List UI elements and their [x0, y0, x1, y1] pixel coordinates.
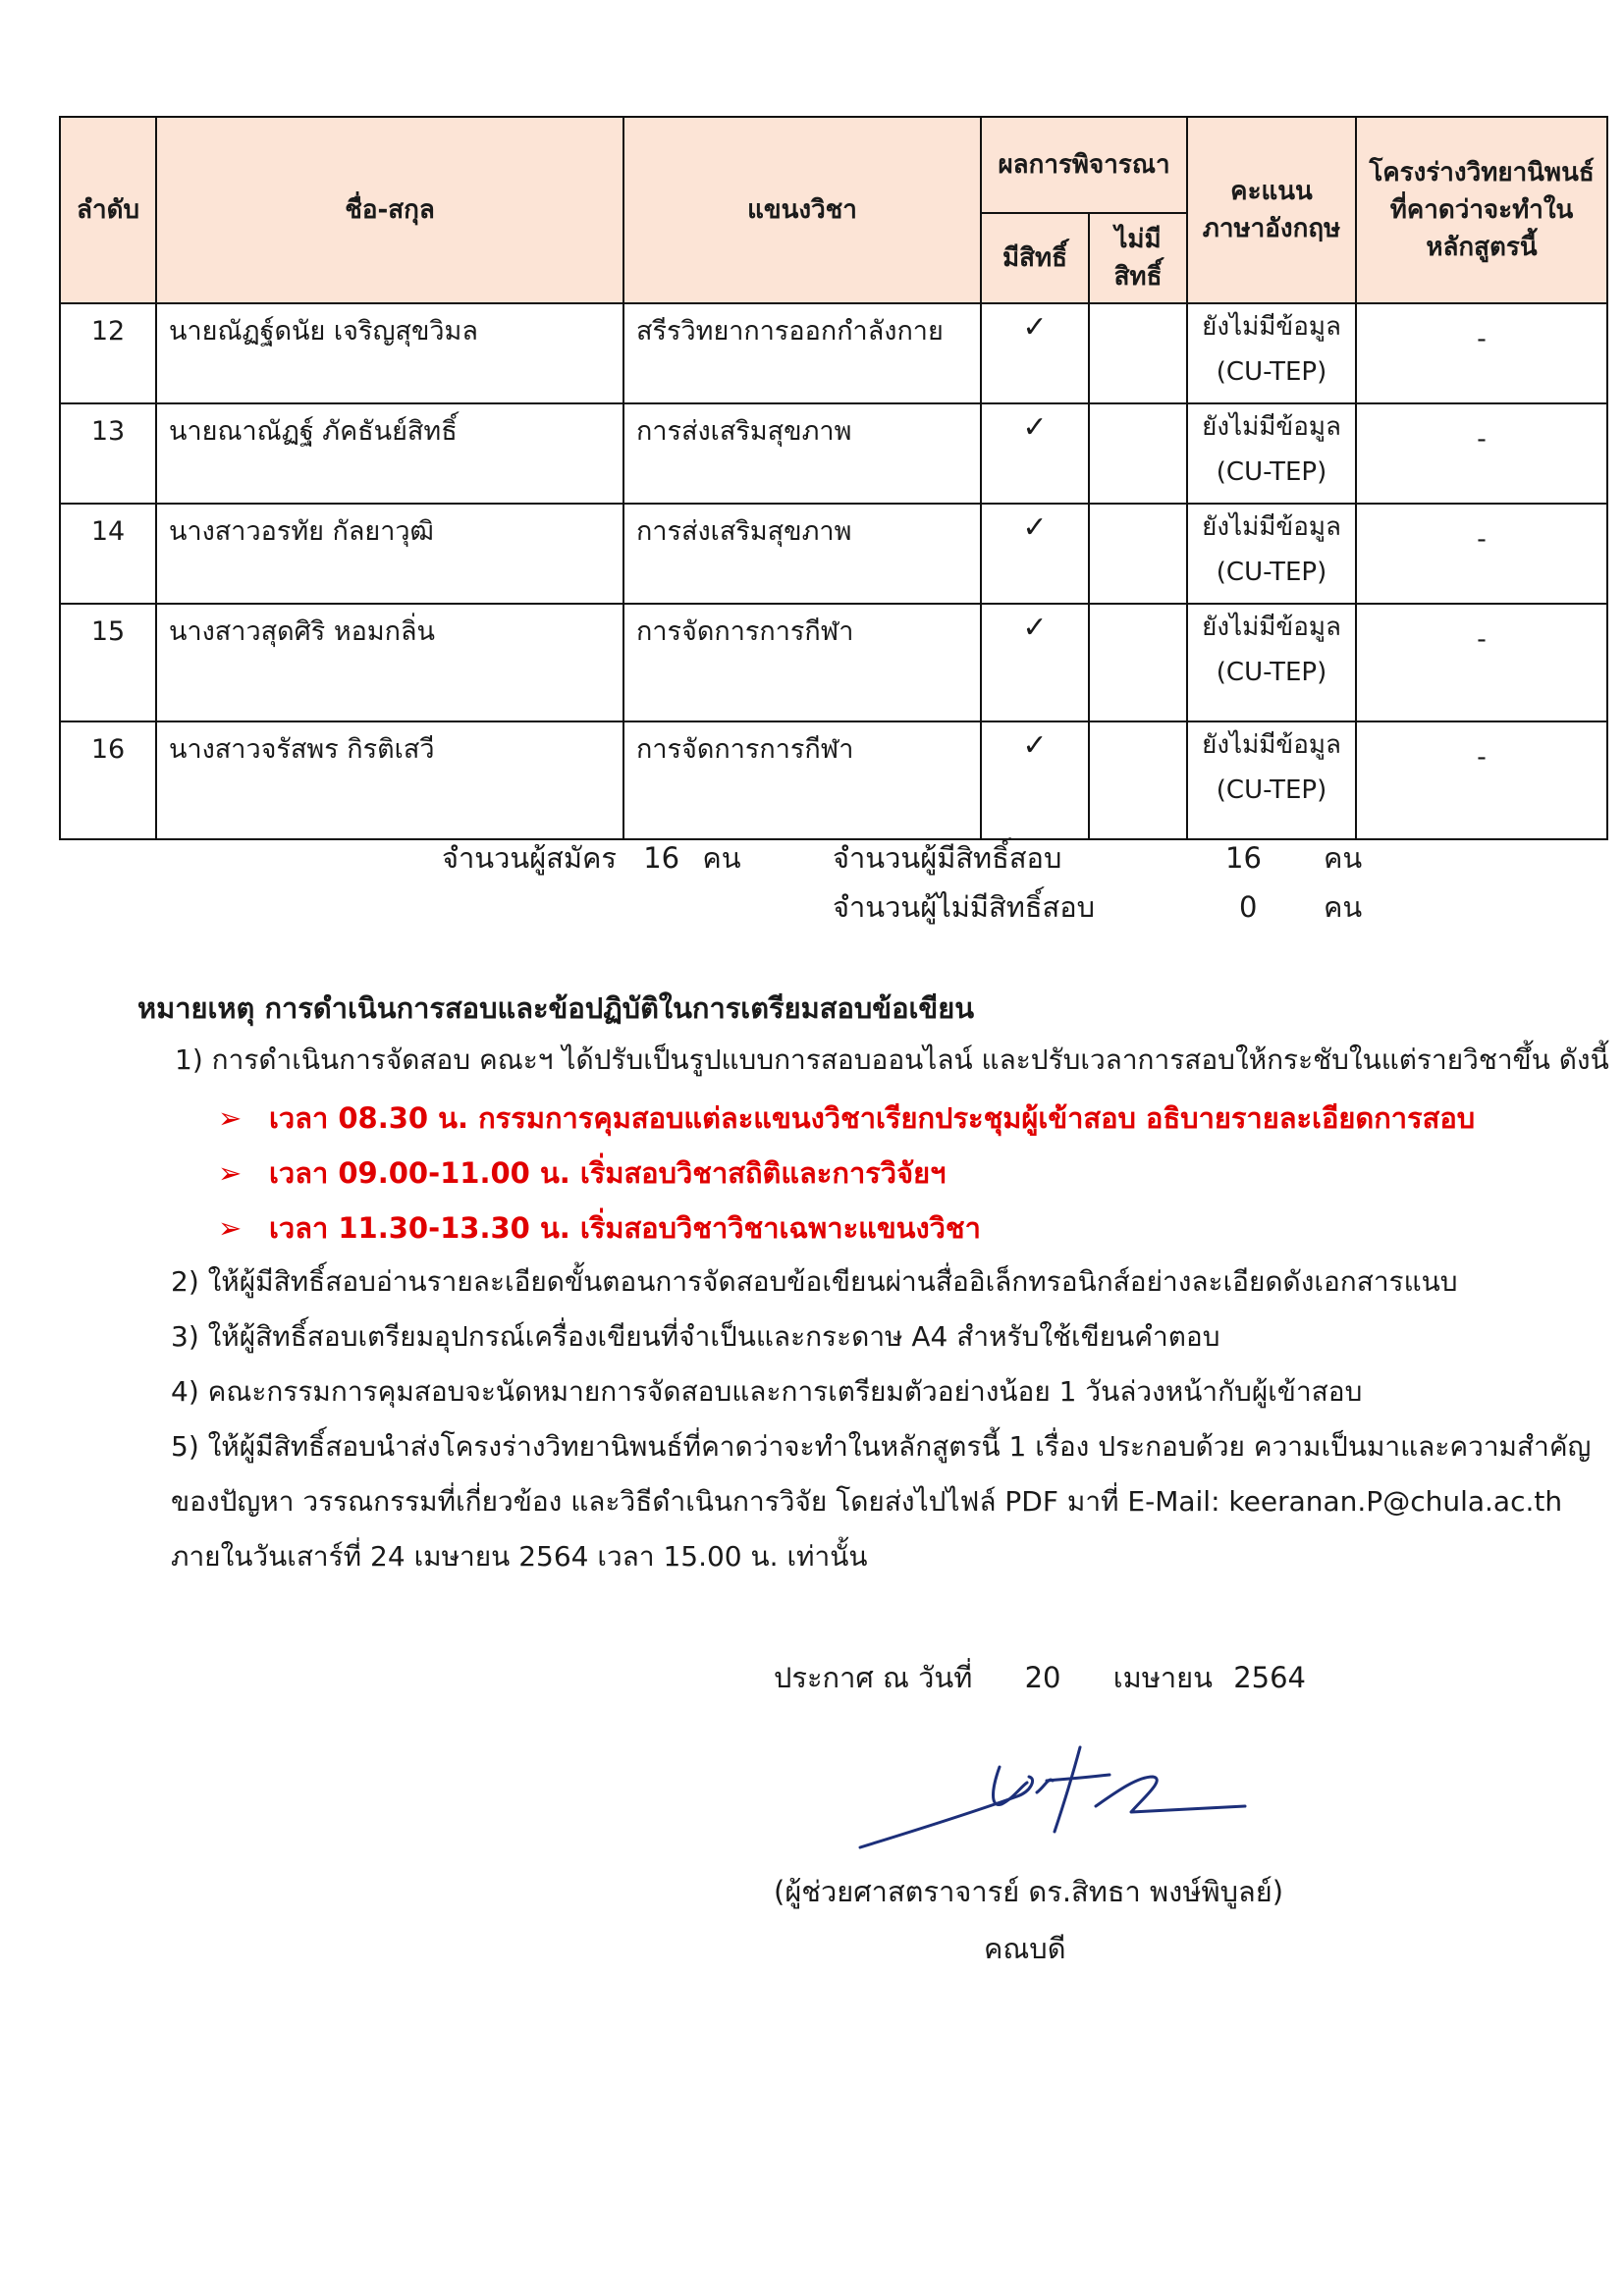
schedule-item [218, 1150, 946, 1196]
note-item-3: 3) ให้ผู้สิทธิ์สอบเตรียมอุปกรณ์เครื่องเขียนที่จำเป็นและกระดาษ A4 สำหรับใช้เขียนคำตอบ [171, 1320, 1220, 1353]
header-outline [1356, 117, 1607, 303]
row-index: 16 [60, 721, 156, 839]
table-row [60, 504, 1607, 604]
row-field: การจัดการการกีฬา [623, 604, 981, 721]
row-field: สรีรวิทยาการออกกำลังกาย [623, 303, 981, 403]
header-outline-line1: โครงร่างวิทยานิพนธ์ [1369, 158, 1595, 187]
row-score [1187, 721, 1356, 839]
row-outline: - [1356, 403, 1607, 504]
table-row [60, 721, 1607, 839]
header-name: ชื่อ-สกุล [156, 117, 623, 303]
header-not-eligible [1089, 213, 1187, 303]
row-score [1187, 504, 1356, 604]
schedule-item [218, 1095, 1475, 1141]
announcement-year: 2564 [1233, 1661, 1307, 1694]
row-field: การส่งเสริมสุขภาพ [623, 403, 981, 504]
note-item-5-deadline: ภายในวันเสาร์ที่ 24 เมษายน 2564 เวลา 15.00 น. เท่านั้น [171, 1540, 868, 1573]
not-eligible-label: จำนวนผู้ไม่มีสิทธิ์สอบ [833, 890, 1096, 924]
announcement-month: เมษายน [1112, 1661, 1213, 1694]
schedule-text: เวลา 08.30 น. กรรมการคุมสอบแต่ละแขนงวิชาเรียกประชุมผู้เข้าสอบ อธิบายรายละเอียดการสอบ [269, 1101, 1476, 1135]
row-outline: - [1356, 721, 1607, 839]
header-outline-line2: ที่คาดว่าจะทำใน [1389, 195, 1574, 225]
eligible-unit: คน [1324, 841, 1363, 875]
row-score-line1: ยังไม่มีข้อมูล [1202, 730, 1341, 760]
arrow-bullet-icon: ➢ [218, 1156, 243, 1190]
results-table [59, 116, 1608, 840]
schedule-text: เวลา 11.30-13.30 น. เริ่มสอบวิชาวิชาเฉพาะแขนงวิชา [269, 1211, 981, 1245]
row-score [1187, 303, 1356, 403]
announcement-date [774, 1655, 1306, 1700]
table-row [60, 403, 1607, 504]
signatory-name: (ผู้ช่วยศาสตราจารย์ ดร.สิทธา พงษ์พิบูลย์) [774, 1875, 1284, 1908]
applicants-unit: คน [702, 841, 741, 875]
announcement-day: 20 [1024, 1661, 1061, 1694]
row-not-eligible [1089, 721, 1187, 839]
row-not-eligible [1089, 303, 1187, 403]
table-row [60, 604, 1607, 721]
checkmark-icon: ✓ [981, 604, 1089, 721]
eligible-label: จำนวนผู้มีสิทธิ์สอบ [833, 841, 1062, 875]
row-name: นายณัฏฐ์ดนัย เจริญสุขวิมล [156, 303, 623, 403]
signature-stroke [1055, 1747, 1080, 1832]
row-score-line1: ยังไม่มีข้อมูล [1202, 412, 1341, 442]
row-name: นางสาวจรัสพร กิรติเสวี [156, 721, 623, 839]
header-field: แขนงวิชา [623, 117, 981, 303]
row-score-line1: ยังไม่มีข้อมูล [1202, 512, 1341, 542]
header-score-line2: ภาษาอังกฤษ [1202, 214, 1341, 243]
note-item-4: 4) คณะกรรมการคุมสอบจะนัดหมายการจัดสอบและการเตรียมตัวอย่างน้อย 1 วันล่วงหน้ากับผู้เข้าสอบ [171, 1375, 1363, 1408]
announcement-label: ประกาศ ณ วันที่ [774, 1661, 973, 1694]
row-index: 14 [60, 504, 156, 604]
signature-stroke [860, 1777, 1033, 1847]
notes-title: หมายเหตุ การดำเนินการสอบและข้อปฏิบัติในการเตรียมสอบข้อเขียน [137, 991, 975, 1025]
row-index: 13 [60, 403, 156, 504]
signatory-position: คณบดี [984, 1932, 1066, 1965]
header-eligible: มีสิทธิ์ [981, 213, 1089, 303]
row-score-line2: (CU-TEP) [1216, 357, 1327, 387]
header-not-eligible-line2: สิทธิ์ [1113, 262, 1163, 292]
row-name: นางสาวสุดศิริ หอมกลิ่น [156, 604, 623, 721]
row-score-line2: (CU-TEP) [1216, 558, 1327, 587]
applicants-count [442, 836, 741, 880]
arrow-bullet-icon: ➢ [218, 1101, 243, 1135]
checkmark-icon: ✓ [981, 403, 1089, 504]
row-score [1187, 403, 1356, 504]
row-score-line2: (CU-TEP) [1216, 658, 1327, 687]
header-score [1187, 117, 1356, 303]
note-item-2: 2) ให้ผู้มีสิทธิ์สอบอ่านรายละเอียดขั้นตอนการจัดสอบข้อเขียนผ่านสื่ออิเล็กทรอนิกส์อย่างละเอียดดังเอกสารแนบ [171, 1265, 1458, 1298]
arrow-bullet-icon: ➢ [218, 1211, 243, 1245]
row-score-line1: ยังไม่มีข้อมูล [1202, 613, 1341, 642]
row-outline: - [1356, 504, 1607, 604]
schedule-item [218, 1205, 981, 1251]
not-eligible-value: 0 [1239, 890, 1258, 924]
row-score-line1: ยังไม่มีข้อมูล [1202, 312, 1341, 342]
note-item-5-cont: ของปัญหา วรรณกรรมที่เกี่ยวข้อง และวิธีดำเนินการวิจัย โดยส่งไปไฟล์ PDF มาที่ E-Mail: keeranan.P@chula.ac.th [171, 1485, 1563, 1518]
row-not-eligible [1089, 403, 1187, 504]
row-score [1187, 604, 1356, 721]
row-not-eligible [1089, 604, 1187, 721]
row-name: นายณาณัฏฐ์ ภัคธันย์สิทธิ์ [156, 403, 623, 504]
header-score-line1: คะแนน [1230, 177, 1313, 206]
signature-stroke [994, 1767, 1028, 1805]
row-index: 15 [60, 604, 156, 721]
signature [852, 1737, 1265, 1865]
header-result: ผลการพิจารณา [981, 117, 1187, 213]
header-not-eligible-line1: ไม่มี [1114, 225, 1162, 254]
signature-stroke [1047, 1775, 1110, 1781]
row-not-eligible [1089, 504, 1187, 604]
row-score-line2: (CU-TEP) [1216, 457, 1327, 487]
applicants-value: 16 [643, 841, 680, 875]
checkmark-icon: ✓ [981, 303, 1089, 403]
table-row [60, 303, 1607, 403]
row-outline: - [1356, 303, 1607, 403]
checkmark-icon: ✓ [981, 721, 1089, 839]
row-field: การจัดการการกีฬา [623, 721, 981, 839]
row-field: การส่งเสริมสุขภาพ [623, 504, 981, 604]
note-item-1: 1) การดำเนินการจัดสอบ คณะฯ ได้ปรับเป็นรูปแบบการสอบออนไลน์ และปรับเวลาการสอบให้กระชับในแต่รายวิชาขึ้น ดังนี้ [175, 1043, 1609, 1076]
row-outline: - [1356, 604, 1607, 721]
row-index: 12 [60, 303, 156, 403]
note-item-5: 5) ให้ผู้มีสิทธิ์สอบนำส่งโครงร่างวิทยานิพนธ์ที่คาดว่าจะทำในหลักสูตรนี้ 1 เรื่อง ประกอบด้วย ความเป็นมาและความสำคัญ [171, 1430, 1592, 1463]
signature-stroke [1096, 1777, 1245, 1812]
header-index: ลำดับ [60, 117, 156, 303]
eligible-value: 16 [1225, 841, 1262, 875]
schedule-text: เวลา 09.00-11.00 น. เริ่มสอบวิชาสถิติและการวิจัยฯ [269, 1156, 947, 1190]
applicants-label: จำนวนผู้สมัคร [442, 841, 617, 875]
row-score-line2: (CU-TEP) [1216, 775, 1327, 805]
row-name: นางสาวอรทัย กัลยาวุฒิ [156, 504, 623, 604]
not-eligible-unit: คน [1324, 890, 1363, 924]
checkmark-icon: ✓ [981, 504, 1089, 604]
header-outline-line3: หลักสูตรนี้ [1426, 233, 1538, 262]
